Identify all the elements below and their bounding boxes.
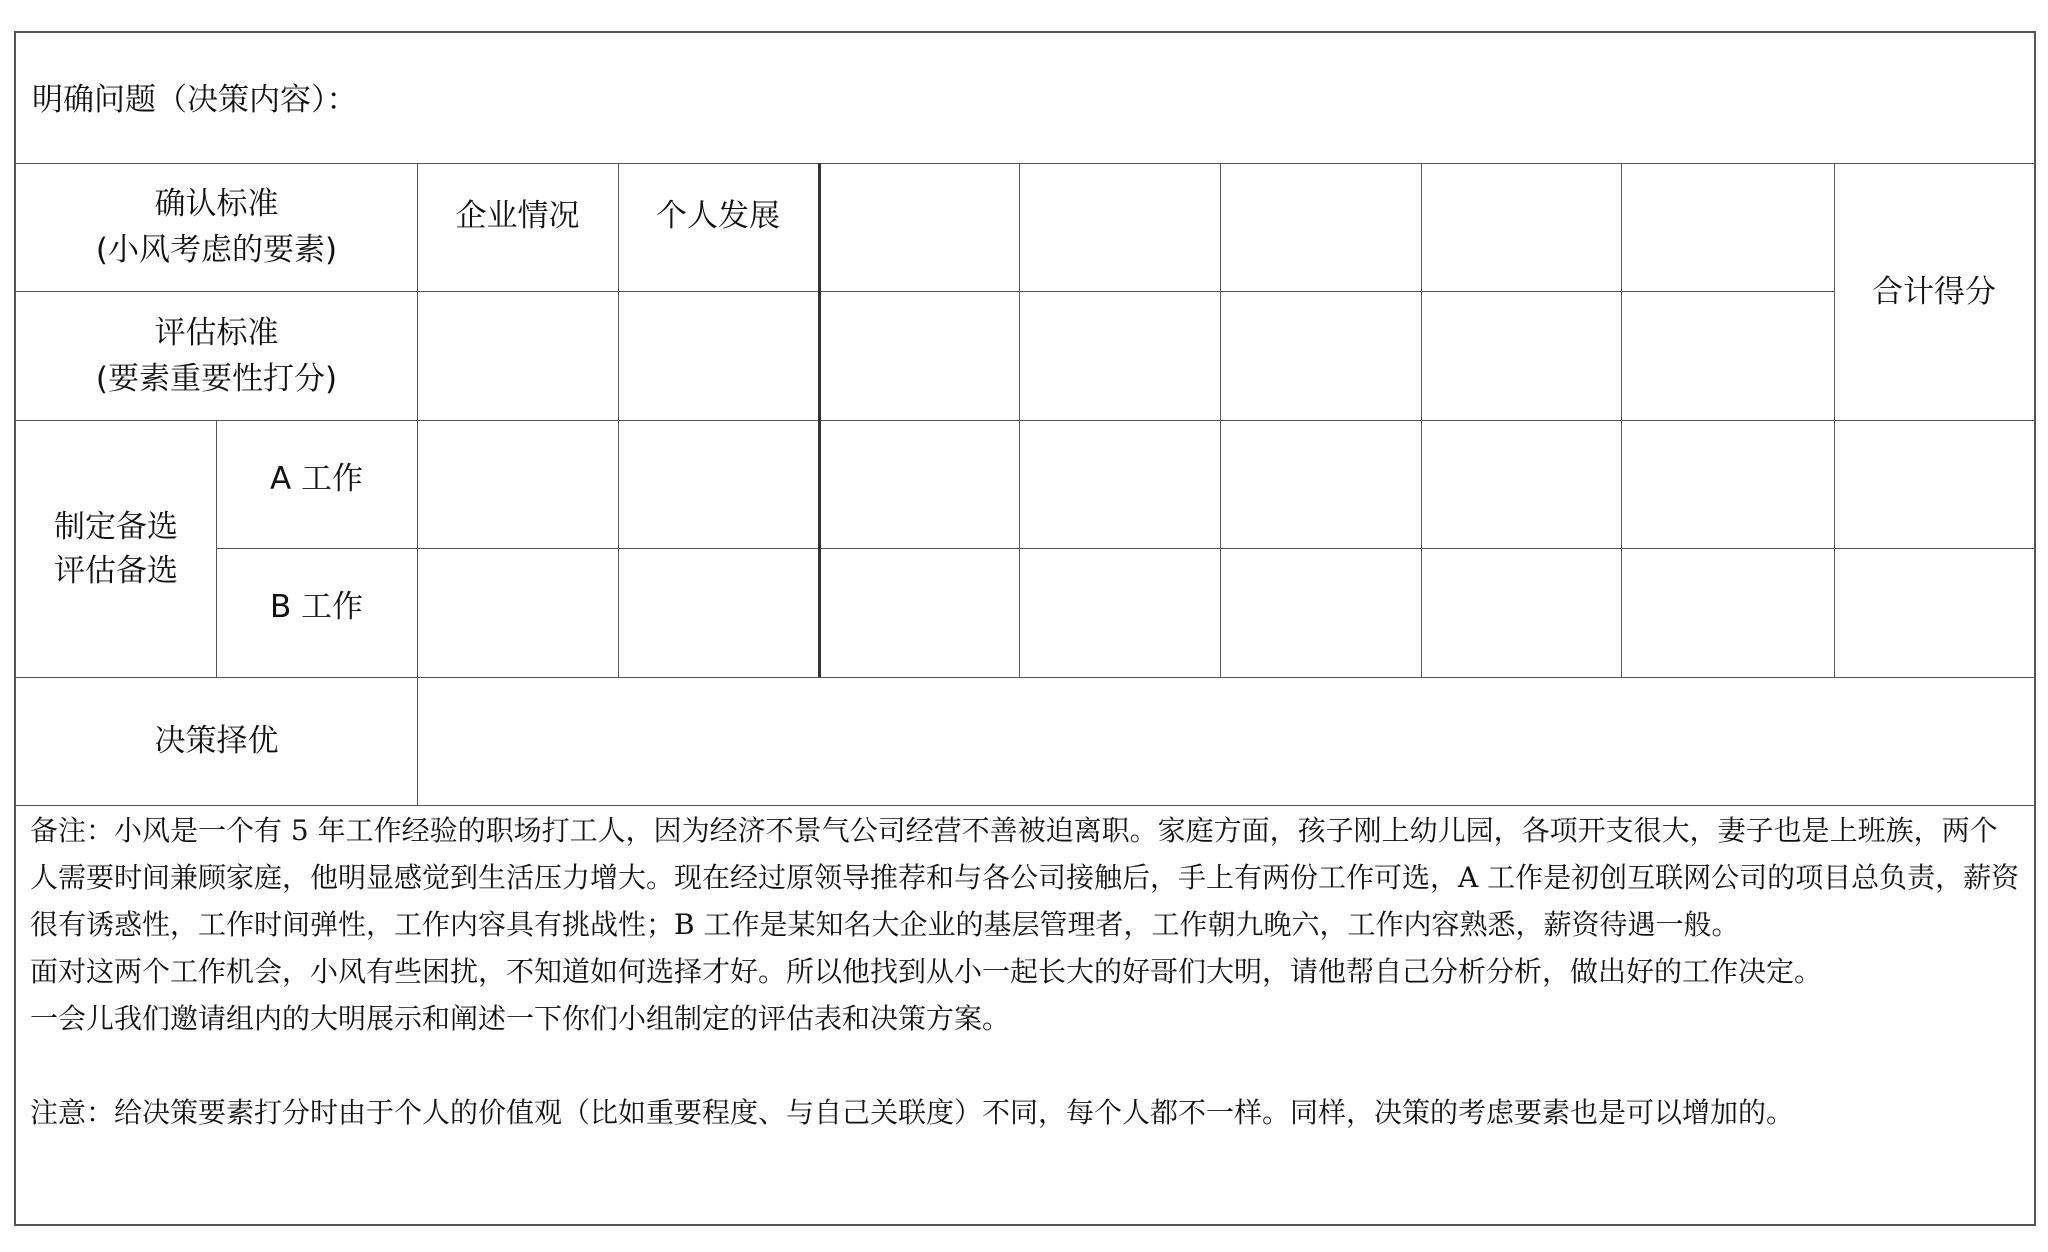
criteria-row-title: 确认标准 — [154, 186, 279, 222]
notes-reminder: 注意：给决策要素打分时由于个人的价值观（比如重要程度、与自己关联度）不同，每个人都不一样。同样，决策的考虑要素也是可以增加的。 — [30, 1096, 1795, 1129]
notes-paragraph: 备注：小风是一个有 5 年工作经验的职场打工人，因为经济不景气公司经营不善被迫离职。家庭方面，孩子刚上幼儿园，各项开支很大，妻子也是上班族，两个人需要时间兼顾家庭，他明显感觉到生活压力增大。现在经过原领导推荐和与各公司接触后，手上有两份工作可选，A 工作是初创互联网公司的项目总负责，薪资很有诱惑性，工作时间弹性，工作内容具有挑战性；B 工作是某知名大企业的基层管理者，工作朝九晚六，工作内容熟悉，薪资待遇一般。 — [30, 814, 2020, 941]
evaluation-form — [14, 31, 2036, 1226]
notes-spacer — [30, 1042, 2022, 1089]
weight-row-header — [16, 291, 417, 420]
row-divider — [16, 805, 2034, 806]
decision-input-area[interactable] — [417, 677, 2034, 805]
alternatives-group-header — [16, 420, 216, 677]
alternative-a-label: A 工作 — [269, 461, 364, 497]
col-divider — [1421, 163, 1422, 677]
weight-row-title: 评估标准 — [154, 314, 279, 351]
notes-paragraph: 面对这两个工作机会，小风有些困扰，不知道如何选择才好。所以他找到从小一起长大的好哥们大明，请他帮自己分析分析，做出好的工作决定。 — [30, 955, 1823, 988]
notes-section — [30, 807, 2022, 1136]
alternative-b-label: B 工作 — [269, 589, 364, 625]
decision-label: 决策择优 — [154, 723, 279, 759]
col-divider — [818, 163, 821, 677]
problem-label: 明确问题（决策内容）： — [32, 82, 358, 118]
criterion-header-2: 个人发展 — [656, 198, 780, 234]
col-divider — [1220, 163, 1221, 677]
row-divider — [216, 548, 2034, 549]
alternatives-title-2: 评估备选 — [54, 552, 178, 589]
col-divider — [1621, 163, 1622, 677]
alternatives-title-1: 制定备选 — [54, 508, 178, 545]
notes-paragraph: 一会儿我们邀请组内的大明展示和阐述一下你们小组制定的评估表和决策方案。 — [30, 1002, 1011, 1035]
criterion-header-1: 企业情况 — [455, 198, 580, 234]
total-score-header: 合计得分 — [1872, 273, 1996, 310]
criteria-row-header — [16, 163, 417, 291]
weight-row-subtitle: (要素重要性打分) — [95, 360, 338, 397]
col-divider — [1019, 163, 1020, 677]
criteria-row-subtitle: (小风考虑的要素) — [95, 232, 338, 268]
